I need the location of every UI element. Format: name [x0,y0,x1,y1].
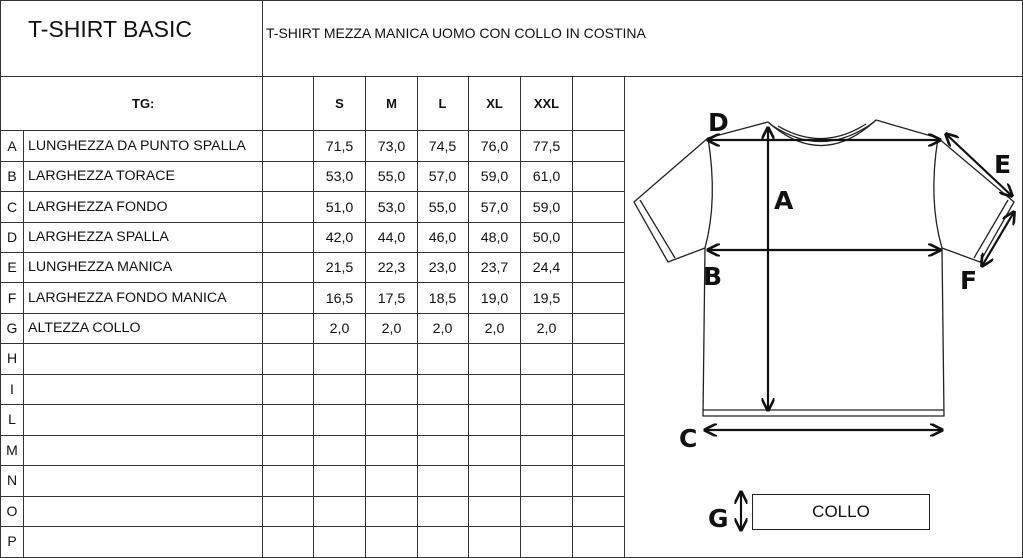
size-header-xl: XL [486,96,503,111]
row-label: LARGHEZZA FONDO [28,199,168,215]
row-label: ALTEZZA COLLO [28,320,141,336]
product-description: T-SHIRT MEZZA MANICA UOMO CON COLLO IN COSTINA [266,25,646,41]
value-cell: 51,0 [325,200,354,216]
diagram-letter-d: D [708,108,729,137]
value-cell: 53,0 [325,169,354,185]
value-cell: 42,0 [325,230,354,246]
row-letter: O [6,503,18,519]
value-cell: 23,0 [428,260,457,276]
size-header-xxl: XXL [533,96,560,111]
value-cell: 19,0 [480,291,509,307]
row-letter: E [7,259,17,275]
value-cell: 77,5 [532,139,561,155]
row-letter: G [6,320,18,336]
diagram-letter-a: A [774,186,794,215]
diagram-letter-g: G [708,504,729,533]
row-letter: I [10,381,14,397]
row-letter: F [7,290,17,306]
arrow-f [982,212,1014,266]
value-cell: 22,3 [377,260,406,276]
row-label: LARGHEZZA TORACE [28,168,175,184]
diagram-letter-b: B [703,262,723,291]
value-cell: 50,0 [532,230,561,246]
value-cell: 57,0 [428,169,457,185]
size-header-l: L [438,96,447,111]
value-cell: 24,4 [532,260,561,276]
size-column-label: TG: [132,96,155,111]
row-letter: B [7,168,17,184]
value-cell: 2,0 [329,321,350,337]
row-letter: D [6,229,18,245]
value-cell: 73,0 [377,139,406,155]
value-cell: 59,0 [532,200,561,216]
value-cell: 2,0 [381,321,402,337]
value-cell: 74,5 [428,139,457,155]
value-cell: 18,5 [428,291,457,307]
value-cell: 16,5 [325,291,354,307]
row-letter: P [7,533,17,549]
row-letter: N [6,472,18,488]
tshirt-outline [634,120,1014,416]
value-cell: 61,0 [532,169,561,185]
diagram-letter-c: C [679,424,698,453]
diagram-letter-e: E [994,150,1012,179]
size-header-m: M [386,96,397,111]
value-cell: 55,0 [428,200,457,216]
row-label: LARGHEZZA SPALLA [28,229,169,245]
value-cell: 71,5 [325,139,354,155]
collar-label-box: COLLO [752,494,930,530]
row-label: LUNGHEZZA DA PUNTO SPALLA [28,138,246,154]
value-cell: 19,5 [532,291,561,307]
value-cell: 2,0 [536,321,557,337]
value-cell: 23,7 [480,260,509,276]
value-cell: 57,0 [480,200,509,216]
row-letter: L [8,411,16,427]
value-cell: 17,5 [377,291,406,307]
value-cell: 76,0 [480,139,509,155]
row-letter: C [6,199,18,215]
value-cell: 44,0 [377,230,406,246]
row-label: LUNGHEZZA MANICA [28,259,173,275]
row-letter: A [7,138,17,154]
row-letter: H [6,350,18,366]
row-letter: M [6,442,18,458]
size-header-s: S [335,96,344,111]
diagram-letter-f: F [960,266,978,295]
value-cell: 46,0 [428,230,457,246]
value-cell: 21,5 [325,260,354,276]
row-label: LARGHEZZA FONDO MANICA [28,290,227,306]
product-title: T-SHIRT BASIC [28,16,193,42]
value-cell: 48,0 [480,230,509,246]
value-cell: 55,0 [377,169,406,185]
value-cell: 2,0 [484,321,505,337]
value-cell: 59,0 [480,169,509,185]
value-cell: 2,0 [432,321,453,337]
value-cell: 53,0 [377,200,406,216]
